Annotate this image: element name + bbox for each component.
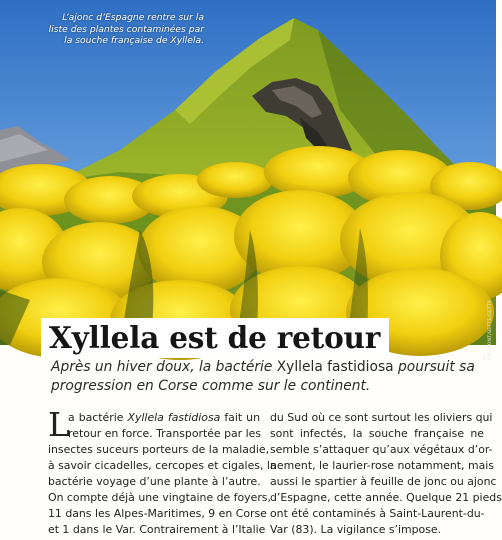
photo-caption: L’ajonc d’Espagne rentre sur la liste des plantes contaminées par la souche française de Xyllela.	[48, 12, 204, 47]
body-line: retour en force. Transportée par les	[68, 427, 262, 440]
headline-box	[41, 318, 389, 358]
subtitle-part-2: poursuit sa progression en Corse comme sur le continent.	[51, 359, 475, 394]
subtitle-part-1: Après un hiver doux, la bactérie	[51, 359, 277, 375]
body-line: insectes suceurs porteurs de la maladie,	[48, 443, 270, 456]
subtitle-taxon: Xyllela fastidiosa	[276, 359, 394, 375]
body-line: ont été contaminés à Saint-Laurent-du-	[270, 507, 485, 520]
body-line: nement, le laurier-rose notamment, mais	[270, 459, 494, 472]
body-line: On compte déjà une vingtaine de foyers,	[48, 491, 271, 504]
body-line: bactérie voyage d’une plante à l’autre.	[48, 475, 261, 488]
body-line: d’Espagne, cette année. Quelque 21 pieds	[270, 491, 502, 504]
photo-credit: M. GAUMONT/BETTE/GETTY	[483, 300, 493, 361]
body-line: 11 dans les Alpes-Maritimes, 9 en Corse	[48, 507, 267, 520]
body-line: et 1 dans le Var. Contrairement à l’Italie	[48, 523, 266, 536]
drop-cap: L	[48, 405, 70, 444]
body-line: semble s’attaquer qu’aux végétaux d’or-	[270, 443, 493, 456]
body-line: aussi le spartier à feuille de jonc ou ajonc	[270, 475, 497, 488]
body-taxon: Xyllela fastidiosa	[127, 411, 221, 424]
body-line: à savoir cicadelles, cercopes et cigales, la	[48, 459, 277, 472]
body-column-2	[270, 410, 502, 538]
article-headline: Xyllela est de retour	[49, 320, 381, 355]
body-column-1	[48, 405, 277, 538]
body-line: a bactérie Xyllela fastidiosa fait un	[68, 411, 260, 424]
body-line: Var (83). La vigilance s’impose.	[270, 523, 442, 536]
body-line: sont infectés, la souche française ne	[270, 427, 484, 440]
body-line: du Sud où ce sont surtout les oliviers qui	[270, 411, 493, 424]
article-subtitle	[51, 358, 481, 396]
